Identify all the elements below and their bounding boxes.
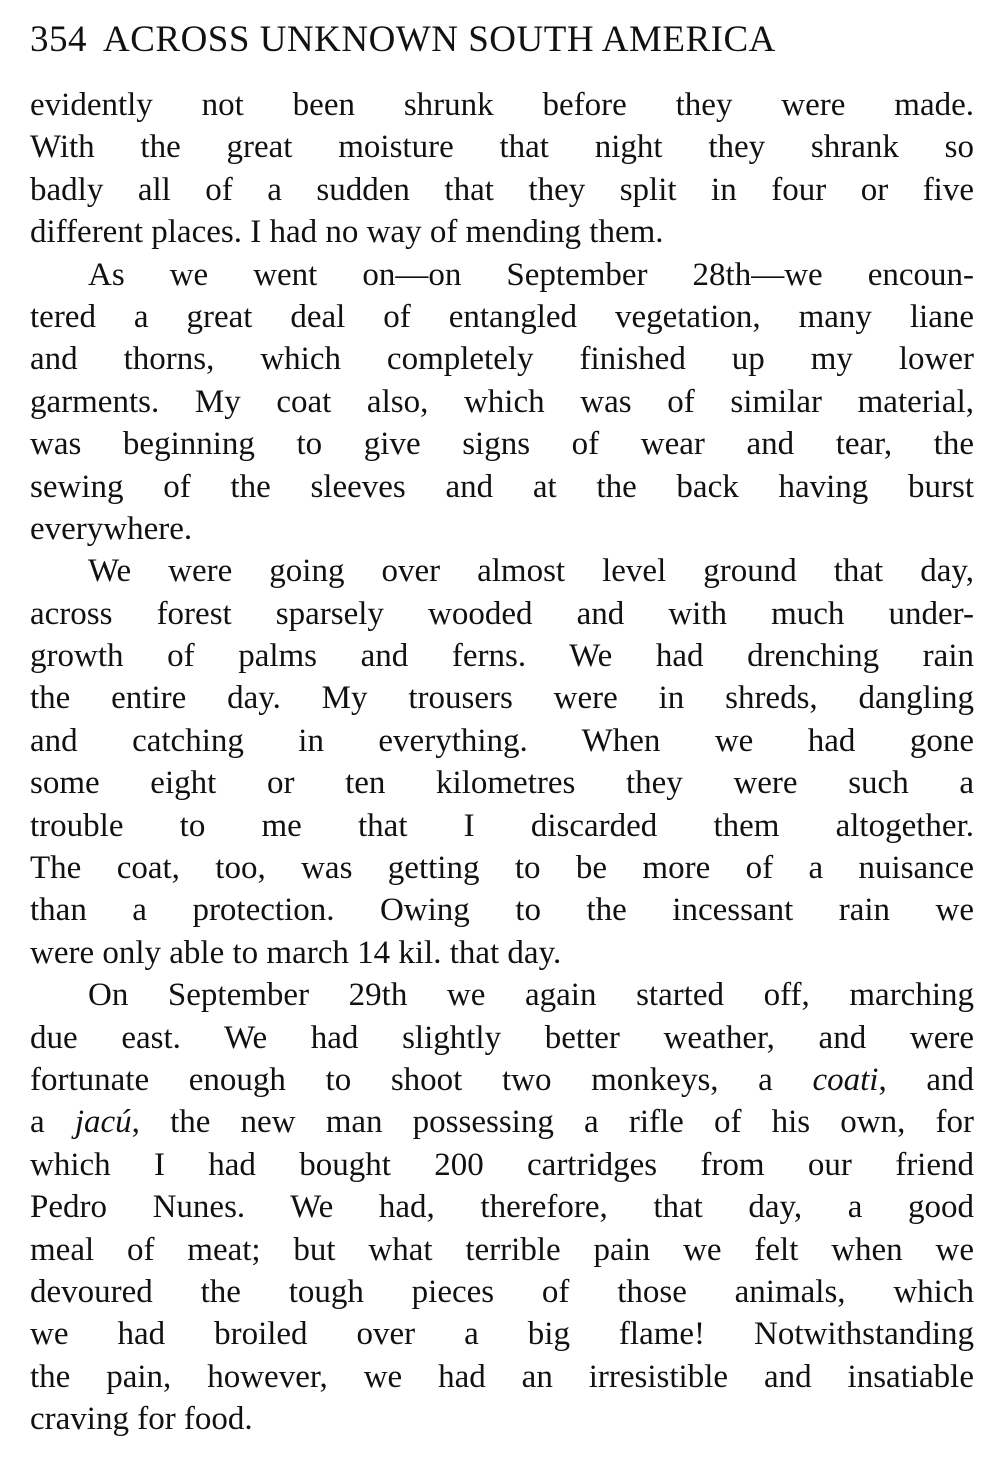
text-line <box>30 1059 974 1101</box>
text-line: trouble to me that I discarded them altogether. <box>30 807 974 844</box>
text-line: growth of palms and ferns. We had drenching rain <box>30 638 974 675</box>
text-line: was beginning to give signs of wear and tear, the <box>30 426 974 463</box>
text-line: and thorns, which completely finished up my lower <box>30 341 974 378</box>
text-line: across forest sparsely wooded and with much under- <box>30 595 974 632</box>
text-line: and catching in everything. When we had gone <box>30 722 974 759</box>
italic-term-jacu: jacú <box>74 1104 132 1141</box>
text-line: Pedro Nunes. We had, therefore, that day, a good <box>30 1189 974 1226</box>
text-line: sewing of the sleeves and at the back having burst <box>30 468 974 505</box>
text-line: some eight or ten kilometres they were such a <box>30 765 974 802</box>
text-segment: fortunate enough to shoot two monkeys, a <box>30 1061 773 1098</box>
paragraph-2 <box>30 254 974 551</box>
text-line: were only able to march 14 kil. that day. <box>30 934 562 971</box>
text-line: which I had bought 200 cartridges from our friend <box>30 1146 974 1183</box>
text-line: the entire day. My trousers were in shreds, dangling <box>30 680 974 717</box>
body-text <box>30 84 974 1441</box>
text-line: On September 29th we again started off, marching <box>88 977 974 1014</box>
text-segment: , and <box>878 1061 974 1098</box>
paragraph-4 <box>30 974 974 1440</box>
text-line: The coat, too, was getting to be more of a nuisance <box>30 850 974 887</box>
text-line: due east. We had slightly better weather, and were <box>30 1019 974 1056</box>
text-line: We were going over almost level ground that day, <box>88 553 974 590</box>
running-title: ACROSS UNKNOWN SOUTH AMERICA <box>103 19 776 60</box>
text-line: meal of meat; but what terrible pain we felt when we <box>30 1231 974 1268</box>
text-line <box>30 1101 974 1143</box>
text-line: garments. My coat also, which was of similar material, <box>30 383 974 420</box>
page-number: 354 <box>30 19 87 60</box>
text-line: different places. I had no way of mending them. <box>30 214 664 251</box>
paragraph-1 <box>30 84 974 254</box>
paragraph-3 <box>30 550 974 974</box>
running-header <box>30 18 980 70</box>
text-line: As we went on—on September 28th—we encoun- <box>88 256 974 293</box>
text-line: than a protection. Owing to the incessant rain we <box>30 892 974 929</box>
italic-term-coati: coati <box>812 1061 879 1098</box>
text-line: we had broiled over a big flame! Notwithstanding <box>30 1316 974 1353</box>
text-line: devoured the tough pieces of those animals, which <box>30 1273 974 1310</box>
text-line: evidently not been shrunk before they were made. <box>30 87 974 123</box>
text-line: tered a great deal of entangled vegetation, many liane <box>30 298 974 335</box>
text-line: everywhere. <box>30 510 193 547</box>
text-segment: , the new man possessing a rifle of his own, for <box>131 1104 974 1141</box>
text-line: With the great moisture that night they shrank so <box>30 129 974 166</box>
text-segment: a <box>30 1104 45 1141</box>
text-line: craving for food. <box>30 1401 253 1438</box>
text-line: the pain, however, we had an irresistible and insatiable <box>30 1358 974 1395</box>
text-line: badly all of a sudden that they split in four or five <box>30 171 974 208</box>
